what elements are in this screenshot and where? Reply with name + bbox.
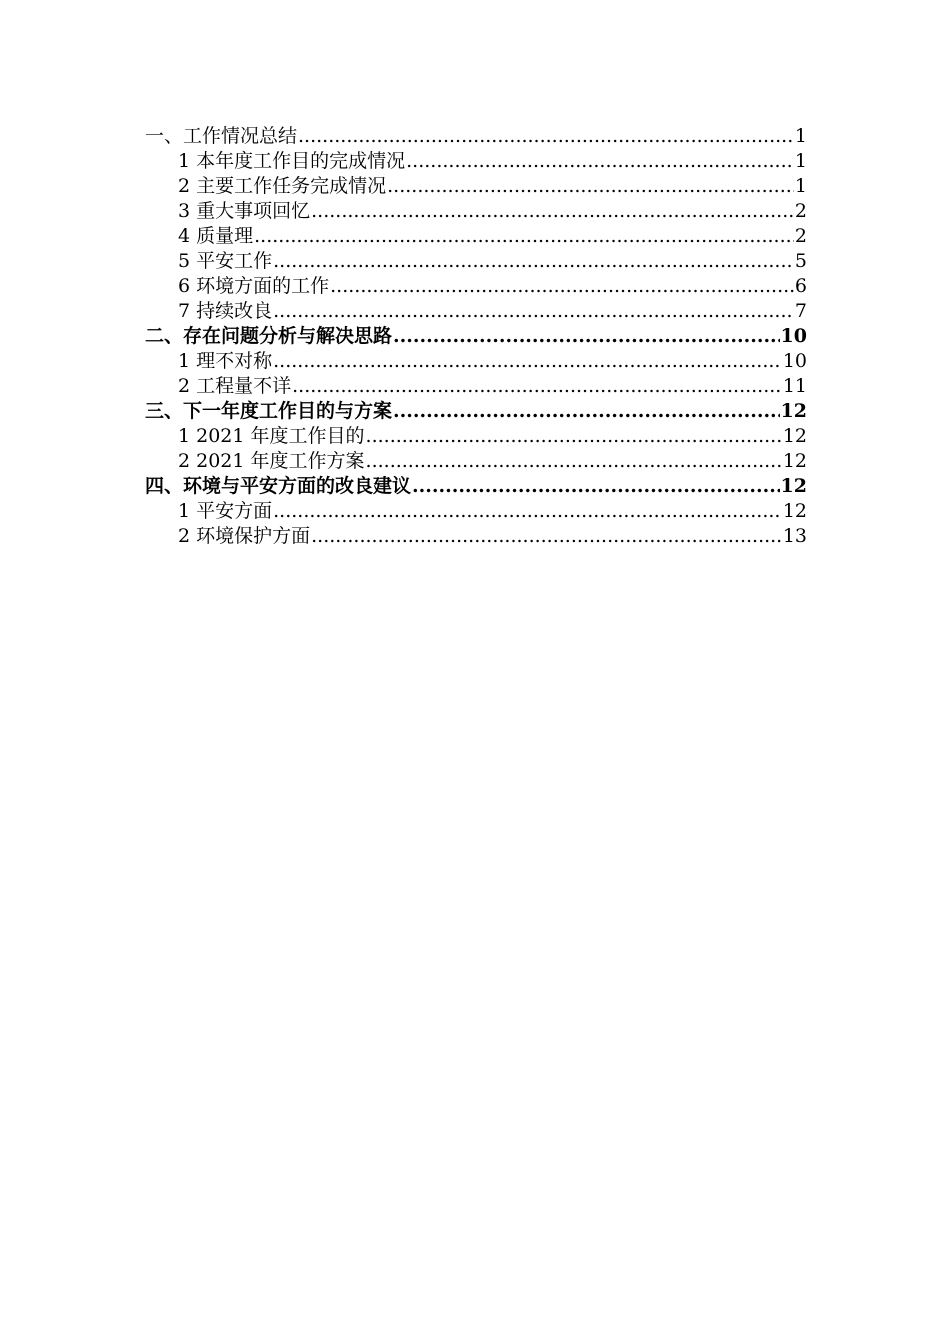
toc-entry[interactable] [145, 399, 807, 424]
toc-entry-title: 1 平安方面 [178, 500, 273, 522]
toc-entry-page: 5 [794, 250, 807, 272]
toc-entry[interactable] [145, 324, 807, 349]
toc-entry-title: 1 理不对称 [178, 350, 273, 372]
toc-dot-leader [298, 124, 794, 149]
toc-entry[interactable] [145, 174, 807, 199]
toc-entry[interactable] [145, 499, 807, 524]
toc-entry-title: 一、工作情况总结 [145, 125, 298, 147]
toc-entry-title: 2 工程量不详 [178, 375, 292, 397]
toc-entry[interactable] [145, 374, 807, 399]
toc-entry-title: 5 平安工作 [178, 250, 273, 272]
toc-entry-page: 6 [794, 275, 807, 297]
toc-entry-page: 1 [794, 175, 807, 197]
toc-dot-leader [412, 474, 780, 499]
toc-entry-title: 4 质量理 [178, 225, 254, 247]
toc-entry-page: 12 [780, 475, 807, 497]
toc-entry-title: 2 2021 年度工作方案 [178, 450, 365, 472]
toc-dot-leader [273, 499, 782, 524]
toc-dot-leader [330, 274, 794, 299]
table-of-contents [145, 124, 807, 549]
toc-dot-leader [254, 224, 794, 249]
toc-dot-leader [366, 424, 782, 449]
toc-entry-page: 12 [782, 425, 807, 447]
toc-dot-leader [292, 374, 782, 399]
toc-entry[interactable] [145, 224, 807, 249]
toc-entry-title: 7 持续改良 [178, 300, 273, 322]
toc-entry-page: 7 [794, 300, 807, 322]
toc-entry-page: 11 [782, 375, 807, 397]
toc-dot-leader [311, 524, 782, 549]
toc-entry-title: 3 重大事项回忆 [178, 200, 311, 222]
toc-dot-leader [387, 174, 794, 199]
toc-entry-page: 12 [782, 500, 807, 522]
toc-entry-page: 10 [780, 325, 807, 347]
toc-entry[interactable] [145, 299, 807, 324]
toc-dot-leader [393, 324, 780, 349]
toc-entry-title: 二、存在问题分析与解决思路 [145, 325, 393, 347]
toc-entry[interactable] [145, 124, 807, 149]
toc-dot-leader [311, 199, 794, 224]
toc-entry-title: 1 本年度工作目的完成情况 [178, 150, 406, 172]
toc-dot-leader [273, 249, 794, 274]
toc-entry[interactable] [145, 199, 807, 224]
toc-entry[interactable] [145, 474, 807, 499]
toc-entry-page: 1 [794, 125, 807, 147]
toc-entry-page: 1 [794, 150, 807, 172]
toc-entry-title: 2 主要工作任务完成情况 [178, 175, 387, 197]
toc-entry[interactable] [145, 449, 807, 474]
toc-entry-title: 2 环境保护方面 [178, 525, 311, 547]
toc-entry-page: 2 [794, 225, 807, 247]
toc-entry-title: 6 环境方面的工作 [178, 275, 330, 297]
toc-entry[interactable] [145, 249, 807, 274]
toc-entry-page: 12 [782, 450, 807, 472]
toc-dot-leader [273, 349, 782, 374]
toc-entry-title: 三、下一年度工作目的与方案 [145, 400, 393, 422]
toc-entry-title: 1 2021 年度工作目的 [178, 425, 365, 447]
toc-dot-leader [366, 449, 782, 474]
toc-entry-page: 13 [782, 525, 807, 547]
toc-entry-page: 12 [780, 400, 807, 422]
toc-entry-page: 10 [782, 350, 807, 372]
toc-entry[interactable] [145, 524, 807, 549]
toc-entry[interactable] [145, 149, 807, 174]
toc-entry-page: 2 [794, 200, 807, 222]
toc-dot-leader [406, 149, 794, 174]
toc-entry[interactable] [145, 274, 807, 299]
toc-dot-leader [273, 299, 794, 324]
toc-dot-leader [393, 399, 780, 424]
toc-entry[interactable] [145, 349, 807, 374]
toc-entry[interactable] [145, 424, 807, 449]
toc-entry-title: 四、环境与平安方面的改良建议 [145, 475, 412, 497]
